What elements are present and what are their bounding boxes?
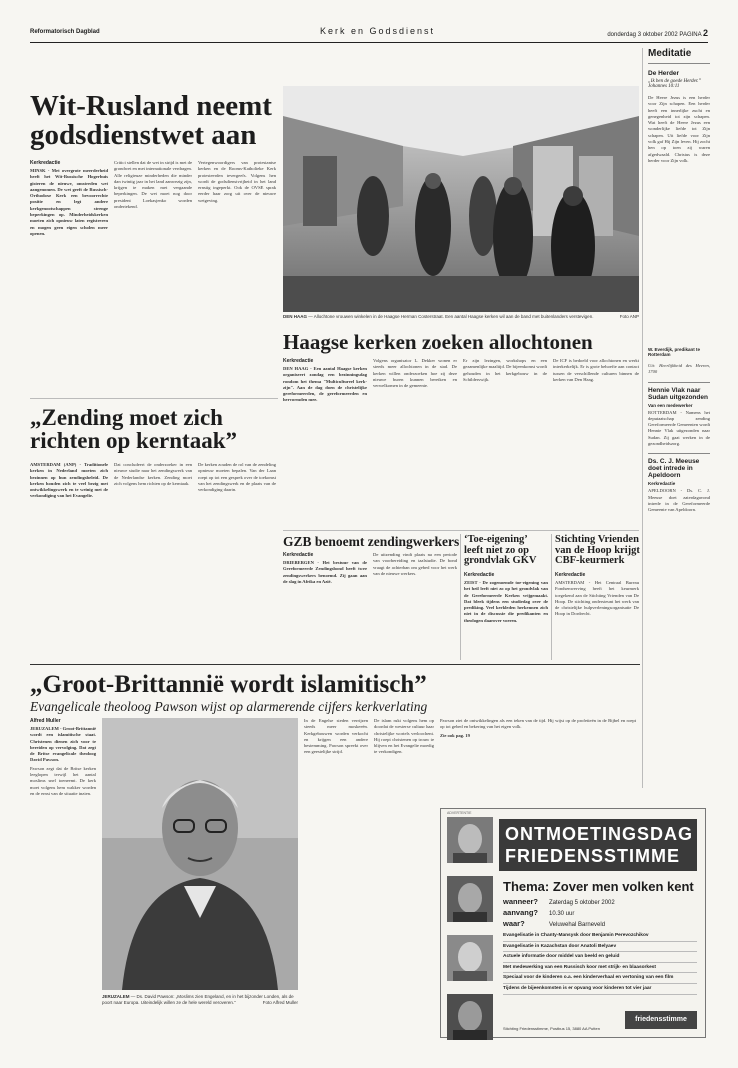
- article-column: [555, 580, 639, 660]
- article-paragraph: De kerken zouden de rol van de zendeling opnieuw moeten bepalen. Van der Laan roept op tot een gesprek over de toekomst van het zendingswerk en de plaats van de verkondiging daarin.: [198, 462, 276, 493]
- ad-bullet: Evangelisatie in Chanty-Mansysk door Benjamin Perevozchikov: [503, 931, 697, 942]
- ad-row: [503, 919, 615, 930]
- sidebar: [648, 48, 710, 788]
- ad-row-label: waar?: [503, 919, 525, 928]
- photo-caption: JERUZALEM — Ds. David Pawson: „Moslims zien Engeland, en in het bijzonder Londen, als de poort naar Europa. Uiteindelijk willen ze de hele wereld veroveren.” Foto Alfred Muller: [102, 994, 298, 1005]
- meditation-signature: W. Everdijk, predikant te Rotterdam: [648, 347, 701, 357]
- header-rule: [30, 42, 708, 43]
- article-column: [114, 160, 192, 390]
- headline-haagse-kerken: Haagse kerken zoeken allochtonen: [283, 330, 593, 354]
- page-date: [607, 28, 708, 38]
- caption-label: JERUZALEM: [102, 994, 130, 999]
- ad-bullet: Met medewerking van een Russisch koor met strijk- en blaasorkest: [503, 963, 697, 974]
- headline-line: grondvlak GKV: [464, 555, 537, 566]
- sidebar-title: Meditatie: [648, 48, 710, 64]
- ad-row-label: aanvang?: [503, 908, 539, 917]
- publication-name: Reformatorisch Dagblad: [30, 29, 100, 35]
- section-title: Kerk en Godsdienst: [320, 26, 436, 36]
- article-column: [283, 560, 367, 660]
- headline-line: Stichting Vrienden: [555, 534, 639, 545]
- article-paragraph: Critici stellen dat de wet in strijd is met de grondwet en met internationale verdragen. Alle religieuze minderheden die minder dan twintig jaar in het land aanwezig zijn, krijgen te maken met vergaande beperkingen. De wet moet nog door president Loekasjenko worden ondertekend.: [114, 160, 192, 210]
- article-column: [30, 726, 96, 1036]
- page-label: PAGINA: [679, 32, 702, 38]
- kicker: Kerkredactie: [555, 572, 586, 578]
- article-column: [304, 718, 368, 1036]
- kicker: Kerkredactie: [30, 160, 61, 166]
- ad-row-label: wanneer?: [503, 897, 539, 906]
- headline-line: godsdienstwet aan: [30, 119, 257, 151]
- ad-row-value: Veluwehal Barneveld: [549, 922, 606, 928]
- article-paragraph: Pawson ziet de ontwikkelingen als een teken van de tijd. Hij wijst op de profetieën in de Bijbel en roept op tot gebed en bekering van het eigen volk.: [440, 718, 636, 730]
- ad-row-value: Zaterdag 5 oktober 2002: [549, 900, 615, 906]
- article-paragraph: De ICF is bedoeld voor allochtonen en werkt interkerkelijk. Er is grote behoefte aan contact tussen de verschillende culturen binnen de kerken van Den Haag.: [553, 358, 639, 382]
- ad-bullet: Evangelisatie in Kazachstan door Anatoli Belyaev: [503, 942, 697, 953]
- sidebar-rule: [642, 48, 643, 788]
- ad-row-value: 10.30 uur: [549, 911, 575, 917]
- ad-bullets: [503, 931, 697, 995]
- kicker: Kerkredactie: [283, 358, 314, 364]
- article-column: [373, 552, 457, 660]
- ad-header-line: FRIEDENSSTIMME: [505, 846, 681, 866]
- article-paragraph: De islam rukt volgens hem op doordat de westerse cultuur haar christelijke wortels verloochent. Hij roept christenen op trouw te blijven en het Evangelie moedig te verkondigen.: [374, 718, 434, 755]
- divider: [30, 664, 640, 665]
- article-lead: DEN HAAG - Een aantal Haagse kerken organiseert zondag een bezinningsdag rondom het thema "Multicultureel kerk-zijn". Aan de dag doen de christelijke gereformeerden, de gereformeerden en hervormden mee.: [283, 366, 367, 403]
- byline: Alfred Muller: [30, 718, 61, 724]
- article-column: [553, 358, 639, 526]
- ad-bullet: Actuele informatie door middel van beeld en geluid: [503, 952, 697, 963]
- ad-header-line: ONTMOETINGSDAG: [505, 824, 693, 844]
- ad-header: [499, 819, 697, 871]
- headline-line: van de Hoop krijgt: [555, 544, 640, 556]
- ad-theme: Thema: Zover men volken kent: [503, 879, 694, 894]
- article-column: [464, 580, 548, 660]
- caption-text: Ds. David Pawson: „Moslims zien Engeland, en in het bijzonder Londen, als de poort naar Europa. Uiteindelijk willen ze de hele wereld veroveren.”: [102, 994, 294, 1005]
- article-column: [463, 358, 547, 526]
- column-rule: [551, 534, 552, 660]
- news2-kicker: Kerkredactie: [648, 481, 676, 487]
- article-column: [30, 168, 108, 390]
- kicker: Kerkredactie: [464, 572, 495, 578]
- continued-reference: Zie ook pag. 19: [440, 732, 470, 738]
- meditation-quote: „Ik ben de goede Herder.” Johannes 10:11: [648, 79, 702, 89]
- face-image: [447, 994, 493, 1040]
- news2-text: APELDOORN - Ds. C. J. Meeuse doet zaterdagavond intrede in de Gereformeerde Gemeente van Apeldoorn.: [648, 488, 710, 513]
- headline-line: leeft niet zo op: [464, 544, 530, 556]
- headline-wit-rusland: [30, 92, 280, 150]
- article-column: [114, 462, 192, 660]
- ad-row: [503, 908, 615, 919]
- article-column: [373, 358, 457, 526]
- news2-title: Ds. C. J. Meeuse doet intrede in Apeldoorn: [648, 453, 710, 479]
- caption-label: DEN HAAG: [283, 314, 308, 319]
- article-paragraph: Er zijn lezingen, workshops en een gezamenlijke maaltijd. De bijeenkomst wordt gehouden in het kerkgebouw in de Schilderswijk.: [463, 358, 547, 382]
- photo-credit: Foto ANP: [619, 314, 639, 319]
- headline-gzb: GZB benoemt zendingwerkers: [283, 534, 460, 549]
- news1-title: Hennie Vlak naar Sudan uitgezonden: [648, 382, 710, 401]
- article-paragraph: Pawson zegt dat de Britse kerken leeglopen terwijl het aantal moslims snel toeneemt. De kerk moet volgens hem wakker worden en de ernst van de situatie inzien.: [30, 765, 96, 796]
- article-column: [440, 718, 636, 802]
- meditation-heading: De Herder: [648, 70, 680, 77]
- article-lead: JERUZALEM - Groot-Brittannië wordt een islamitische staat. Christenen dienen zich voor te bereiden op vervolging. Dat zegt de Britse evangelicale theoloog David Pawson.: [30, 726, 96, 763]
- article-lead: AMSTERDAM (ANP) - Traditionele kerken in Nederland moeten zich bezinnen op hun zendingsbeleid. De kerken houden zich te veel bezig met ontwikkelingswerk en te weinig met de verkondiging van het Evangelie.: [30, 462, 108, 499]
- headline-zending: [30, 406, 280, 452]
- face-image: [447, 817, 493, 863]
- headline-line: „Zending moet zich: [30, 405, 223, 430]
- article-paragraph: In de Engelse steden verrijzen steeds meer moskeeën. Kerkgebouwen worden verkocht en krijgen een andere bestemming. Pawson spreekt over een geestelijke strijd.: [304, 718, 368, 755]
- headline-stichting: [555, 535, 641, 567]
- ad-tag: ADVERTENTIE: [447, 811, 472, 815]
- ad-bullet: Tijdens de bijeenkomsten is er opvang voor kinderen tot vier jaar: [503, 984, 697, 995]
- page-header: [30, 26, 708, 40]
- face-image: [447, 876, 493, 922]
- article-paragraph: Dat concludeert de onderzoeker in een nieuwe studie naar het zendingswerk van de Nederlandse kerken. Zending moet zich volgens hem richten op de kerntaak.: [114, 462, 192, 486]
- kicker: Kerkredactie: [283, 552, 314, 558]
- pawson-photo: [102, 718, 298, 990]
- meditation-text: De Heere Jezus is een herder voor Zijn schapen. Een herder heeft een innerlijke zucht en genegenheid tot zijn schapen. Wat heeft de Heere Jezus een wonderlijke liefde tot Zijn schapen. Uit liefde voor Zijn volk gaf Hij Zijn leven. Hij zocht hen op toen zij waren afgedwaald. Christus is deze herder voor Zijn volk.: [648, 95, 710, 163]
- meditation-note: Uit: Heerlijkheid des Heeren, 1700: [648, 363, 710, 375]
- face-image: [447, 935, 493, 981]
- article-lead: ZEIST - De zogenoemde toe-eigening van het heil leeft niet zo op het grondvlak van de Gereformeerde Kerken vrijgemaakt. Dat bleek tijdens een studiedag over de prediking. Veel kerkleden herkennen zich niet in de discussie die predikanten en theologen daarover voeren.: [464, 580, 548, 623]
- page-number: 2: [702, 28, 708, 38]
- market-photo-image: [283, 86, 639, 312]
- ad-row: [503, 897, 615, 908]
- headline-groot-brittannie: „Groot-Brittannië wordt islamitisch”: [30, 671, 427, 698]
- photo-caption: DEN HAAG — Allochtone vrouwen winkelen in de Haagse Herman Costerstraat. Een aantal Haagse kerken wil aan de band met buitenlanders verstevigen. Foto ANP: [283, 314, 639, 319]
- article-lead: MINSK - Met overgrote meerderheid heeft het Wit-Russische Hogerhuis gisteren de nieuwe, omstreden wet aangenomen. De wet geeft de Russisch-Orthodoxe Kerk een bevoorrechte positie en legt andere kerkgenootschappen strenge beperkingen op. Minderheidskerken moeten zich opnieuw laten registreren en mogen geen eigen scholen meer openen.: [30, 168, 108, 236]
- headline-line: ‘Toe-eigening’: [464, 534, 528, 545]
- article-column: [374, 718, 434, 1036]
- news1-text: ROTTERDAM - Namens het deputaatschap zending Gereformeerde Gemeenten wordt Hennie Vlak uitgezonden naar Sudan. Zij gaat werken in de gezondheidszorg.: [648, 409, 710, 447]
- headline-line: CBF-keurmerk: [555, 555, 625, 566]
- news1-kicker: Van een medewerker: [648, 402, 693, 408]
- divider: [30, 398, 278, 399]
- subheadline: Evangelicale theoloog Pawson wijst op alarmerende cijfers kerkverlating: [30, 699, 428, 714]
- column-rule: [460, 534, 461, 660]
- ad-bullet: Speciaal voor de kinderen o.a. een kinderverhaal en vertoning van een film: [503, 973, 697, 984]
- article-column: [283, 366, 367, 526]
- divider: [283, 530, 639, 531]
- market-photo: [283, 86, 639, 312]
- advertisement: [440, 808, 706, 1038]
- article-column: [30, 462, 108, 660]
- ad-faces: [447, 817, 493, 1053]
- article-paragraph: AMSTERDAM - Het Centraal Bureau Fondsenwerving heeft het keurmerk toegekend aan de Stichting Vrienden van De Hoop. De stichting ondersteunt het werk van de christelijke hulpverleningsorganisatie De Hoop in Dordrecht.: [555, 580, 639, 617]
- ad-footer: Stichting Friedensstimme, Postbus 15, 3880 AA Putten: [503, 1026, 600, 1031]
- date-text: donderdag 3 oktober 2002: [607, 32, 678, 38]
- article-lead: DRIEBERGEN - Het bestuur van de Gereformeerde Zendingsbond heeft twee zendingswerkers benoemd. Zij gaan aan de slag in Afrika en Azië.: [283, 560, 367, 584]
- article-column: [198, 462, 276, 660]
- caption-text: Allochtone vrouwen winkelen in de Haagse Herman Costerstraat. Een aantal Haagse kerken wil aan de band met buitenlanders verstevigen.: [313, 314, 594, 319]
- pawson-photo-image: [102, 718, 298, 990]
- article-paragraph: Volgens organisator L. Dekker wonen er steeds meer allochtonen in de stad. De kerken willen onderzoeken hoe zij deze nieuwe buren kunnen bereiken en verwelkomen in de gemeente.: [373, 358, 457, 389]
- photo-credit: Foto Alfred Muller: [262, 999, 298, 1005]
- article-paragraph: De uitzending vindt plaats na een periode van voorbereiding en taalstudie. De bond vraagt de achterban om gebed voor het werk van de nieuwe werkers.: [373, 552, 457, 576]
- article-paragraph: Vertegenwoordigers van protestantse kerken en de Rooms-Katholieke Kerk protesteerden tevergeefs. Volgens hen wordt de godsdienstvrijheid in het land ernstig ingeperkt. Ook de OVSE sprak eerder haar zorg uit over de nieuwe wetgeving.: [198, 160, 276, 203]
- article-column: [198, 160, 276, 390]
- headline-toe-eigening: [464, 535, 550, 567]
- headline-line: richten op kerntaak”: [30, 428, 237, 453]
- headline-line: Wit-Rusland neemt: [30, 90, 272, 122]
- friedensstimme-logo: friedensstimme: [625, 1011, 697, 1029]
- ad-details: [503, 897, 615, 930]
